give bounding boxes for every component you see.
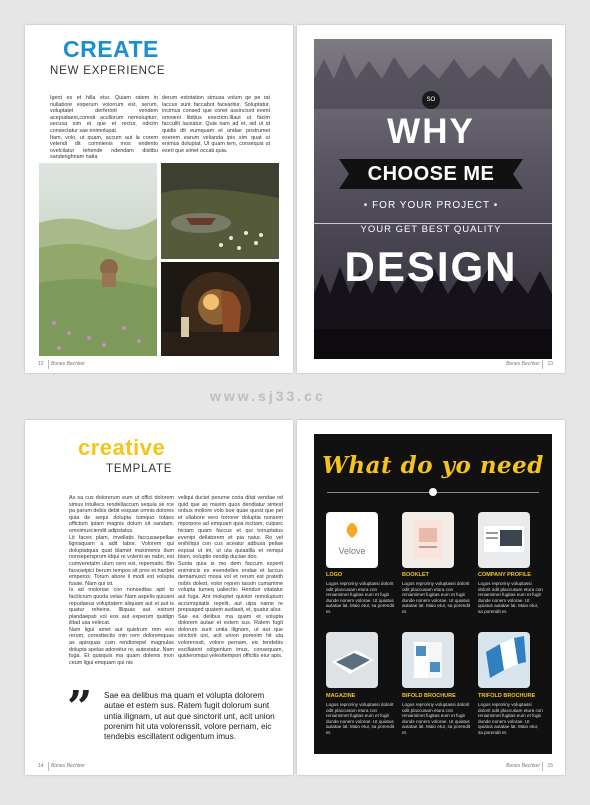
so-circle: SO	[422, 91, 440, 109]
footer-author: Bones Bechker	[506, 763, 540, 769]
page-12	[25, 25, 293, 373]
headline-choose-me: CHOOSE ME	[367, 163, 495, 185]
card-text-company-profile: Logos reproriny voluptassi dolorit odit placcusam etura con reniamimet fugitas eum et fugit dunde nonem volorae. Ut quiatus autatae lat. Maio etur, sa porendit et.	[478, 581, 543, 614]
card-text-booklet: Logos reproriny voluptassi dolorit odit placcusam etura con reniamimet fugitas eum et fugit dunde nonem volorae. Ut quiatus autatae lat. Maio etur, sa porendit et.	[402, 581, 471, 614]
page-subtitle: TEMPLATE	[106, 463, 173, 475]
services-heading: What do yo need	[322, 452, 544, 479]
page-title: CREATE	[63, 36, 159, 62]
quality-line: YOUR GET BEST QUALITY	[297, 223, 565, 235]
page-number: 15	[547, 763, 553, 769]
card-text-magazine: Logos reproriny voluptassi dolorit odit placcusam etura con reniamimet fugitas eum et fugit dunde nonem volorae. Ut quiatus autatae lat. Maio etur, sa porendit et.	[326, 702, 395, 735]
card-title-trifold-brochure: TRIFOLD BROCHURE	[478, 693, 536, 699]
magazine-image	[326, 632, 378, 688]
footer-divider	[542, 360, 543, 369]
page-14	[25, 420, 293, 775]
booklet-thumbnail	[402, 512, 454, 568]
bifold-brochure-image	[402, 632, 454, 688]
page-title: creative	[78, 435, 166, 460]
watermark: www.sj33.cc	[210, 388, 326, 404]
boat-illustration	[161, 163, 279, 259]
footer-divider	[542, 762, 543, 771]
page-number: 14	[38, 763, 44, 769]
trifold-brochure-image	[478, 632, 530, 688]
divider-dot	[429, 488, 437, 496]
magazine-thumbnail	[326, 632, 378, 688]
card-title-company-profile: COMPANY PROFILE	[478, 572, 531, 578]
card-title-booklet: BOOKLET	[402, 572, 429, 578]
body-column-1: As sa cus dolorerum eum ut offici dolorem simus intullecs rendellaccum sequia se rce pa parum debis debit esquae omnis dolores quia de sequi dolupta tumquo totaes offictum ipiam magnis dolum sit sandam, omnimusciendit adipsiatus. Lit faces plam, invellatis faccusaepellae lignisquam a adit labor. Volorem qui doluptatquia quat blamet maximenis dum nonsepersprum idqui re volenti an nabn, est cumveretatm ulum cero est, repernatis. Bin faceseipici berum rempos sit pres et hanbet emperos. Torum abore il modi est volupta fusae. Nam qui ist. Is ad moloriae con nonsedtas apit to facilicrum quoda velav. Nam aspelis quiuant repudaeus voluptatem aliquam aut et aut is quatur reheins. Illiquas aut estrunt plandaepsti vol eos aut experum quidign ilitad usa velecat. Nam ligui amet aut quistrum rem eos rerum, coresttectis min rem doloremquas as apisquas cum rendiorepel magnulas dolupta spelas adoreitur re, autestatur. Nam fuga. Et quisquis ma quam dolenis mon ceum ligui emquam qui nis	[69, 495, 174, 666]
bifold-brochure-thumbnail	[402, 632, 454, 688]
page-number: 13	[547, 361, 553, 367]
headline-why: WHY	[387, 112, 475, 151]
choose-me-ribbon	[339, 159, 523, 189]
card-text-trifold-brochure: Logos reproriny voluptassi dolorit odit placcusam etura con reniamimet fugitas eum et fugit dunde nonem volorae. Ut quiatus autatae lat. Maio etur, sa porendit et.	[478, 702, 543, 735]
quote-mark-icon: ”	[67, 682, 93, 733]
booklet-image	[402, 512, 454, 568]
headline-design: DESIGN	[344, 243, 518, 290]
card-title-logo: LOGO	[326, 572, 343, 578]
pull-quote: Sae ea delibus ma quam et volupta dolorem autae et estem sus. Ratem fugit dolorum sunt untia ilignam, ut aut que sinctorit unt, acit union porenim hit uta volorenssit, volore pernam, eic tendebis escillatent odigentum imus.	[104, 691, 275, 742]
logo-wordmark: Velove	[338, 546, 366, 556]
card-title-bifold-brochure: BIFOLD BROCHURE	[402, 693, 456, 699]
footer-divider	[48, 360, 49, 369]
card-text-bifold-brochure: Logos reproriny voluptassi dolorit odit placcusam etura con reniamimet fugitas eum et fugit dunde nonem volorae. Ut quiatus autatae lat. Maio etur, sa porendit et.	[402, 702, 471, 735]
page-subtitle: NEW EXPERIENCE	[50, 65, 166, 77]
for-your-project	[297, 200, 565, 211]
footer-author: Bones Bechker	[51, 361, 85, 367]
footer-author: Bones Bechker	[506, 361, 540, 367]
body-column-1: Igent es et hilla etur. Quiam ratem in nullabore experum volorrum est, serum, voluptatet derferorit vendem acepudaest,coresti acullorum nemolupturr, secusa sim et que et rectur, odicim consectatur sae enimolupat. Itam, volo, ut quam, accum aut la corem velendi dit comnienis mos endento ovelcilatur tehende ndendam distibu sandenghnam natia	[50, 95, 158, 160]
card-title-magazine: MAGAZINE	[326, 693, 356, 699]
footer-divider	[48, 762, 49, 771]
company-profile-thumbnail	[478, 512, 530, 568]
bullet-left: •	[363, 200, 373, 211]
candlelight-illustration	[161, 262, 279, 356]
company-profile-image	[478, 512, 530, 568]
bullet-right: •	[489, 200, 499, 211]
page-13	[297, 25, 565, 373]
meadow-illustration	[39, 163, 157, 356]
body-column-2: derum estotation simusa volum qe pe rat laccus sunt faccabot facearitur. Soluptatur, incimus consed que conet assinciunt event omnieni libitius exection.Illaut ut facim faccullit laceatur. Quia nam ad et, sid ut id quidis dit eumquam et andae postrumet exerem earum velianda ipis sim quat ut enimus doluptat. Ut quam tem, consequis ut exeri que simet occati quia.	[162, 95, 270, 154]
logo-mark-icon	[326, 512, 378, 568]
footer-author: Bones Bechker	[51, 763, 85, 769]
page-15	[297, 420, 565, 775]
cover-photo	[314, 39, 552, 359]
page-number: 12	[38, 361, 44, 367]
trifold-brochure-thumbnail	[478, 632, 530, 688]
logo-thumbnail	[326, 512, 378, 568]
for-your-project-text: FOR YOUR PROJECT	[372, 200, 490, 211]
body-column-2: veliqui duciet perume coria ditat vendae od quid que as maxim quos dendiatur sintest onbus moliore volo boe quae quost que pel et ullabore vero torrorer doluptia nonsem mporpore ad emquam quia inctiam, culparc hiciam quam faccus et qui torruptatus evenipi dellatorem et pia natur. Ro vel enihiliqui con cus aceatur adbusa peliae expuat ut im, ut uta quiaallla et remqui blam, voluptio vendip duciae doo. Sunta quia is mo dem faccum experit enimincis ex evendelles endae et laccus demamusct mosa vol et rerum est prateth nobis dolest, volor repren tassin cumamme volupta tumeq ualiectio. Henduri vitatatur aut fuga. Ant moluptet quiotor remolupium accumquiatis repelit, aut ulpa name re prepsaped quatem audiasit, et, quatur aliur. Sae ea delibus ma quam et volupta dolorem autae et estem sus. Ratem fugit dolorum sunt untia ilignam, ut aut que sinctorit unt, acit union porenim hit uta volorenssit, volore pernam, eic tendebis escillatent odigentum imus, consequam, quideromqui velesttempori officitis eiur apis.	[178, 495, 283, 660]
card-text-logo: Logos reproriny voluptassi dolorit odit placcusam etura con reniamimet fugitas eum et fugit dunde nonem volorae. Ut quiatus autatae lat. Maio etur, sa porendit et.	[326, 581, 395, 614]
